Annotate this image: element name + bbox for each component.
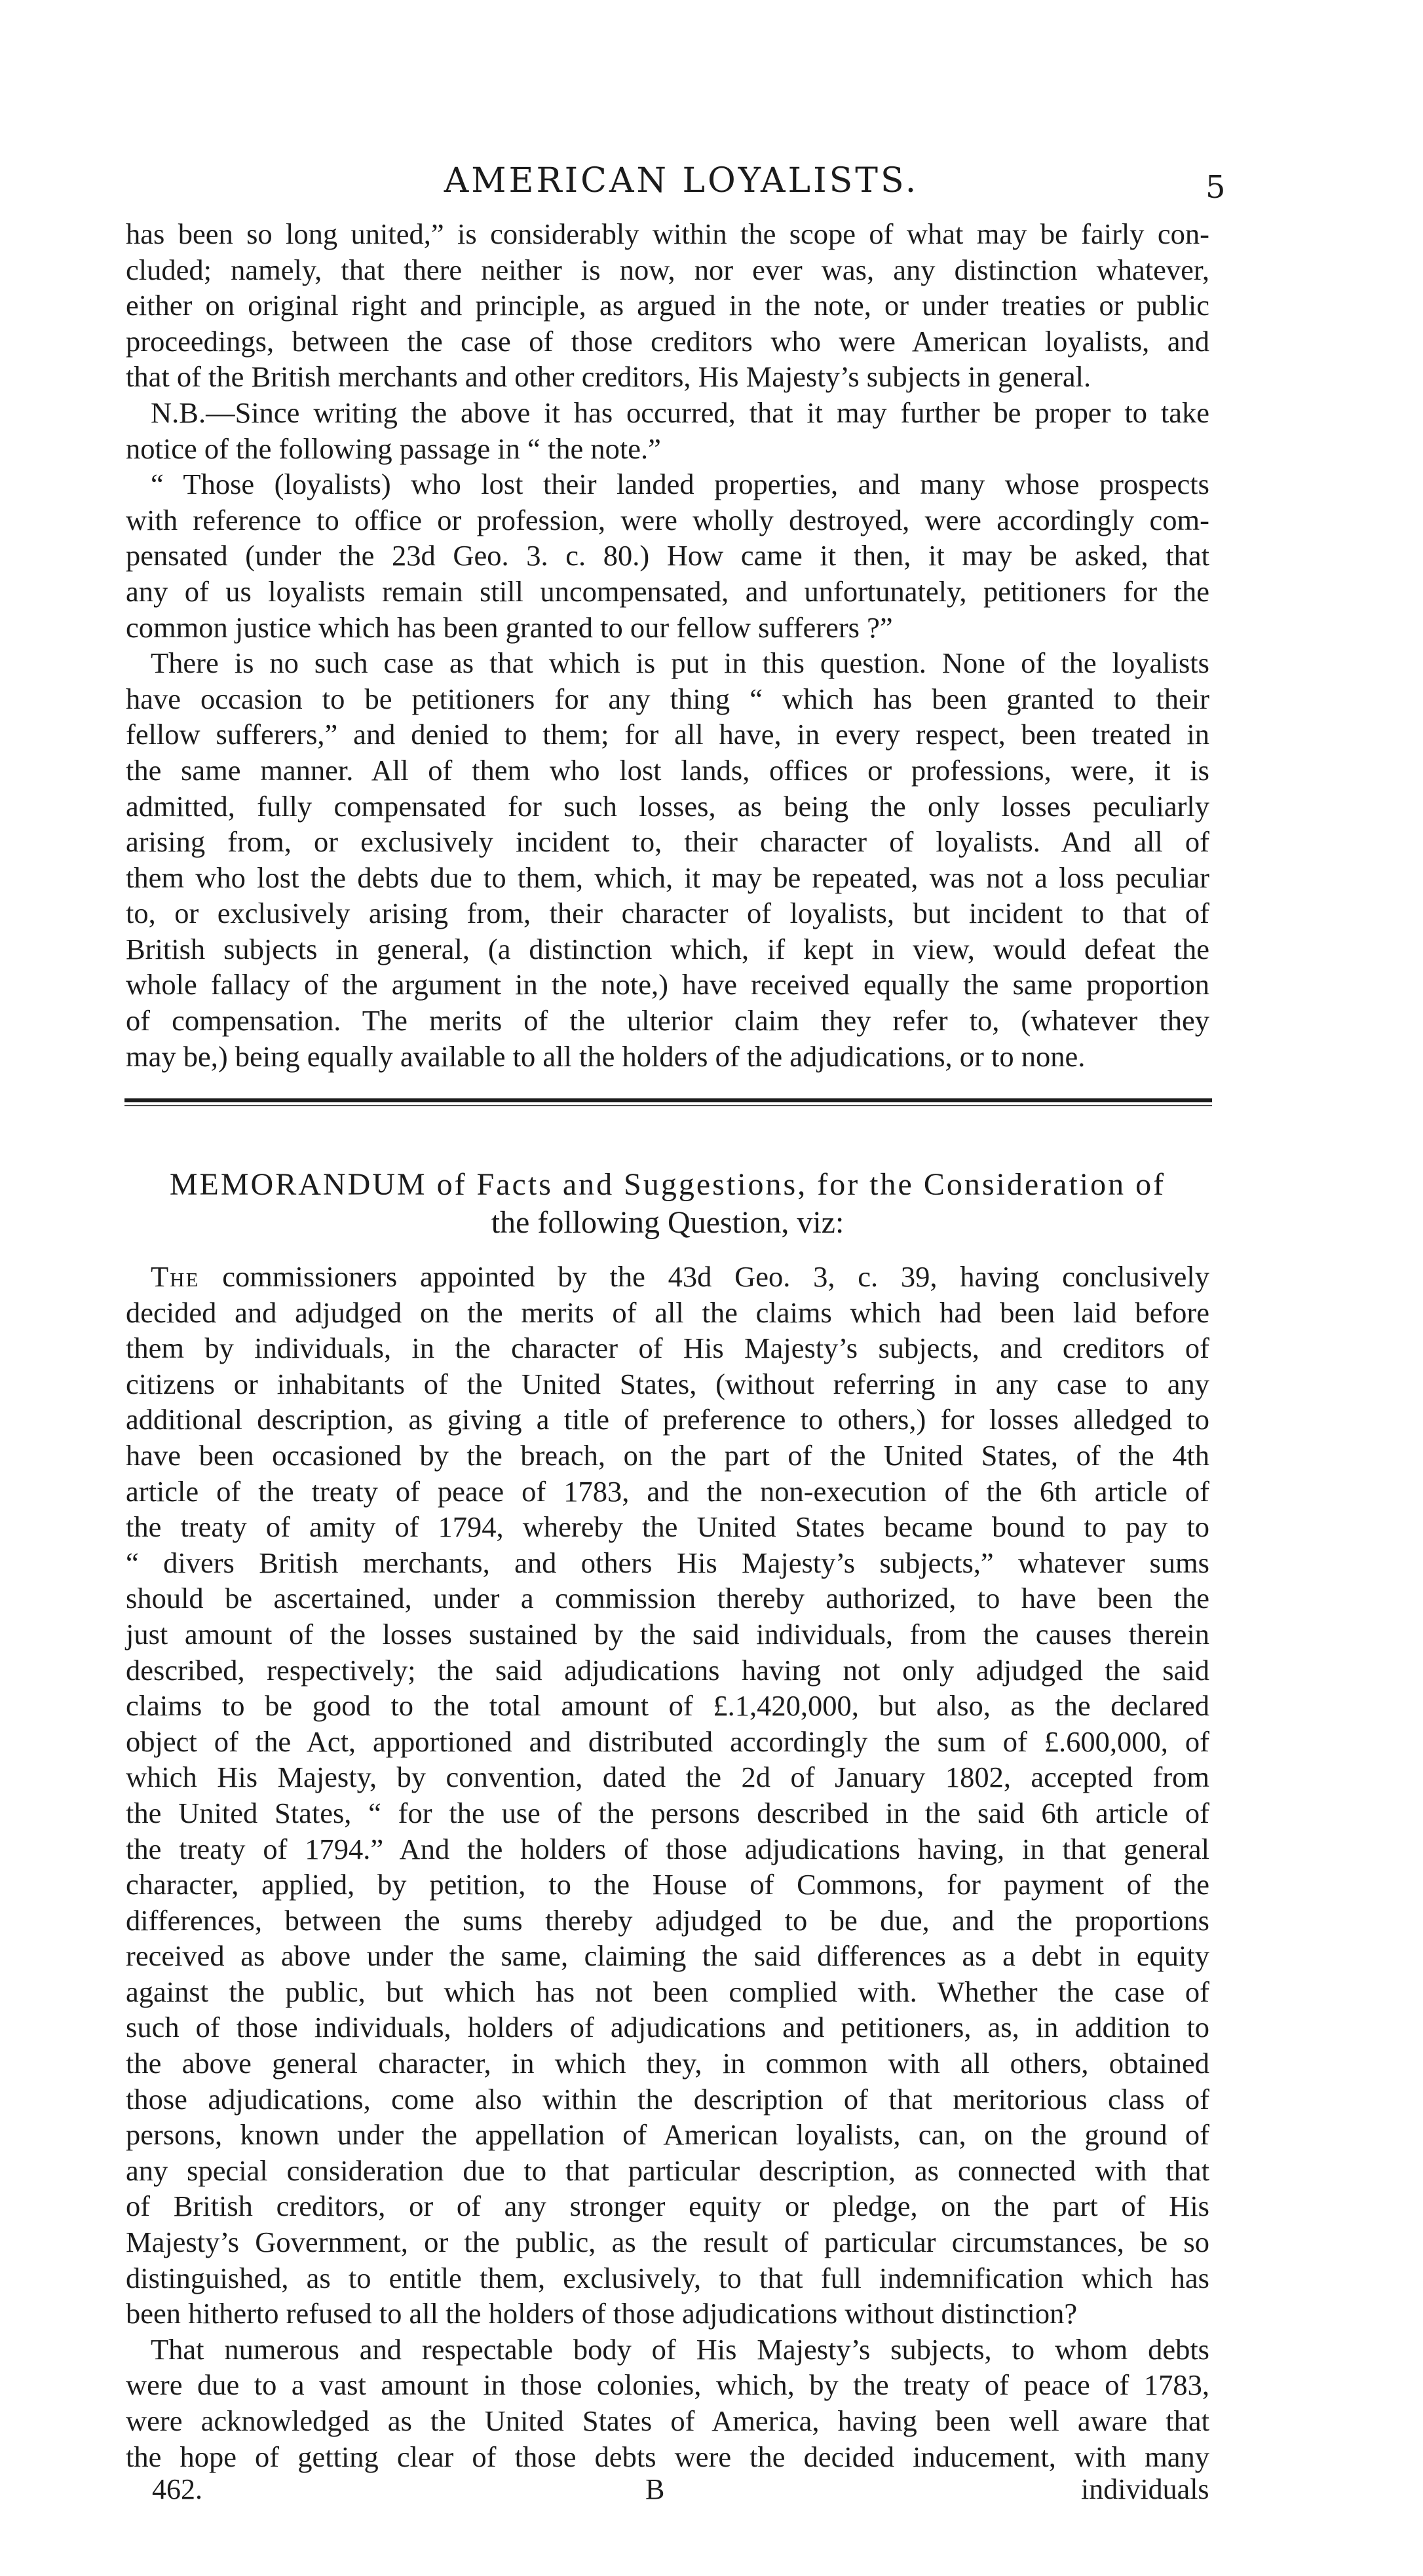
text-line: claims to be good to the total amount of £.1,420,000, but also, as the declared xyxy=(126,1689,1209,1723)
running-title: AMERICAN LOYALISTS. xyxy=(444,161,919,200)
text-line: N.B.—Since writing the above it has occurred, that it may further be proper to take xyxy=(151,396,1209,429)
text-line: has been so long united,” is considerably within the scope of what may be fairly con- xyxy=(126,217,1209,250)
memorandum-heading xyxy=(126,1166,1209,1242)
text-line: “ Those (loyalists) who lost their landed properties, and many whose prospects xyxy=(151,468,1209,501)
text-line: object of the Act, apportioned and distributed accordingly the sum of £.600,000, of xyxy=(126,1725,1209,1758)
page-number: 5 xyxy=(1205,169,1226,206)
text-line: the treaty of amity of 1794, whereby the United States became bound to pay to xyxy=(126,1510,1209,1544)
text-line: those adjudications, come also within the description of that meritorious class of xyxy=(126,2082,1209,2116)
catchword: individuals xyxy=(1081,2473,1209,2505)
text-line: the United States, “ for the use of the persons described in the said 6th article of xyxy=(126,1796,1209,1829)
text-line: citizens or inhabitants of the United States, (without referring in any case to any xyxy=(126,1367,1209,1400)
opening-word: The xyxy=(151,1260,200,1293)
text-line: differences, between the sums thereby adjudged to be due, and the proportions xyxy=(126,1903,1209,1937)
signature-mark: B xyxy=(645,2473,665,2505)
text-line: proceedings, between the case of those creditors who were American loyalists, and xyxy=(126,324,1209,358)
text-line: them by individuals, in the character of His Majesty’s subjects, and creditors of xyxy=(126,1332,1209,1365)
text-line: any of us loyalists remain still uncompensated, and unfortunately, petitioners for the xyxy=(126,574,1209,608)
text-line: any special consideration due to that particular description, as connected with that xyxy=(126,2154,1209,2187)
text-line: received as above under the same, claiming the said differences as a debt in equity xyxy=(126,1939,1209,1973)
text-line: admitted, fully compensated for such losses, as being the only losses peculiarly xyxy=(126,789,1209,823)
text-line: British subjects in general, (a distinction which, if kept in view, would defeat the xyxy=(126,932,1209,965)
text-line: such of those individuals, holders of adjudications and petitioners, as, in addition to xyxy=(126,2011,1209,2044)
text-line: fellow sufferers,” and denied to them; for all have, in every respect, been treated in xyxy=(126,718,1209,751)
text-line: cluded; namely, that there neither is now, nor ever was, any distinction whatever, xyxy=(126,253,1209,286)
text-line: just amount of the losses sustained by the said individuals, from the causes therein xyxy=(126,1617,1209,1651)
text-line: of compensation. The merits of the ulterior claim they refer to, (whatever they xyxy=(126,1004,1209,1037)
text-line: of British creditors, or of any stronger equity or pledge, on the part of His xyxy=(126,2190,1209,2223)
text-line: have occasion to be petitioners for any thing “ which has been granted to their xyxy=(126,682,1209,715)
text-line: to, or exclusively arising from, their character of loyalists, but incident to that of xyxy=(126,897,1209,930)
text-line: That numerous and respectable body of His Majesty’s subjects, to whom debts xyxy=(151,2332,1209,2366)
text-line: the hope of getting clear of those debts were the decided inducement, with many xyxy=(126,2440,1209,2473)
text-line: pensated (under the 23d Geo. 3. c. 80.) How came it then, it may be asked, that xyxy=(126,539,1209,572)
text-line: which His Majesty, by convention, dated the 2d of January 1802, accepted from xyxy=(126,1761,1209,1794)
text-line: were acknowledged as the United States of America, having been well aware that xyxy=(126,2404,1209,2437)
signature-number: 462. xyxy=(152,2473,202,2505)
text-line: have been occasioned by the breach, on the part of the United States, of the 4th xyxy=(126,1438,1209,1472)
text-line: additional description, as giving a title of preference to others,) for losses alledged to xyxy=(126,1403,1209,1436)
text-line: them who lost the debts due to them, which, it may be repeated, was not a loss peculiar xyxy=(126,861,1209,894)
text-line: The commissioners appointed by the 43d Geo. 3, c. 39, having conclusively xyxy=(151,1260,1209,1293)
text-line: There is no such case as that which is put in this question. None of the loyalists xyxy=(151,646,1209,680)
text-line: either on original right and principle, as argued in the note, or under treaties or public xyxy=(126,289,1209,322)
memorandum-heading-line-1: MEMORANDUM of Facts and Suggestions, for the Consideration of xyxy=(169,1167,1166,1202)
text-line: been hitherto refused to all the holders of those adjudications without distinction? xyxy=(126,2297,1078,2330)
top-text-block xyxy=(126,216,1209,1074)
section-divider-thick xyxy=(124,1098,1212,1102)
text-line: persons, known under the appellation of American loyalists, can, on the ground of xyxy=(126,2118,1209,2152)
text-line: notice of the following passage in “ the note.” xyxy=(126,432,661,465)
text-line: “ divers British merchants, and others His Majesty’s subjects,” whatever sums xyxy=(126,1546,1209,1579)
text-line: may be,) being equally available to all the holders of the adjudications, or to none. xyxy=(126,1039,1086,1073)
text-line: common justice which has been granted to our fellow sufferers ?” xyxy=(126,610,893,644)
text-line: decided and adjudged on the merits of all the claims which had been laid before xyxy=(126,1296,1209,1329)
text-line: were due to a vast amount in those colonies, which, by the treaty of peace of 1783, xyxy=(126,2368,1209,2402)
text-line: whole fallacy of the argument in the note,) have received equally the same proportion xyxy=(126,968,1209,1001)
text-line: described, respectively; the said adjudications having not only adjudged the said xyxy=(126,1653,1209,1687)
text-line: against the public, but which has not been complied with. Whether the case of xyxy=(126,1975,1209,2008)
text-line: that of the British merchants and other creditors, His Majesty’s subjects in general. xyxy=(126,360,1091,394)
text-line: Majesty’s Government, or the public, as the result of particular circumstances, be so xyxy=(126,2226,1209,2259)
text-line: the same manner. All of them who lost lands, offices or professions, were, it is xyxy=(126,753,1209,787)
memorandum-heading-line-2: the following Question, viz: xyxy=(491,1205,844,1240)
section-divider-thin xyxy=(124,1105,1212,1106)
text-line: the treaty of 1794.” And the holders of those adjudications having, in that general xyxy=(126,1832,1209,1865)
text-line: article of the treaty of peace of 1783, and the non-execution of the 6th article of xyxy=(126,1474,1209,1508)
text-line: arising from, or exclusively incident to, their character of loyalists. And all of xyxy=(126,825,1209,859)
text-line: with reference to office or profession, were wholly destroyed, were accordingly com- xyxy=(126,503,1209,536)
text-line: distinguished, as to entitle them, exclusively, to that full indemnification which has xyxy=(126,2261,1209,2294)
memorandum-text-block xyxy=(126,1259,1209,2474)
text-line: the above general character, in which they, in common with all others, obtained xyxy=(126,2047,1209,2080)
text-line: character, applied, by petition, to the House of Commons, for payment of the xyxy=(126,1868,1209,1901)
text-line: should be ascertained, under a commission thereby authorized, to have been the xyxy=(126,1582,1209,1615)
